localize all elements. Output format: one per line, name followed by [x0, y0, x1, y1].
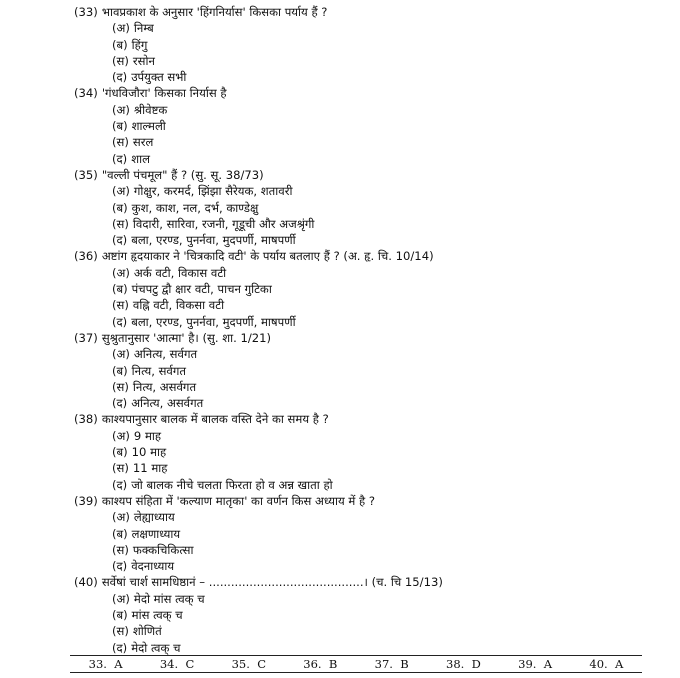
option-mark: (द) [112, 559, 128, 574]
option-mark: (अ) [112, 21, 130, 36]
option-b [0, 444, 680, 460]
option-c [0, 542, 680, 558]
answer-key-number: 38. [446, 657, 465, 671]
option-text: विदारी, सारिवा, रजनी, गूडूची और अजश्रृंगी [132, 216, 315, 231]
option-text: जो बालक नीचे चलता फिरता हो व अन्न खाता हो [131, 477, 333, 492]
answer-key-answer: D [471, 657, 481, 671]
option-text: वेदनाध्याय [131, 559, 175, 574]
option-mark: (द) [112, 70, 128, 85]
option-b [0, 281, 680, 297]
answer-key-number: 33. [88, 657, 107, 671]
answer-key-number: 40. [589, 657, 608, 671]
option-mark: (स) [112, 379, 129, 394]
option-a [0, 509, 680, 525]
option-text: गोक्षुर, करमर्द, झिंझा सैरेयक, शतावरी [133, 184, 293, 199]
question-38 [0, 411, 680, 492]
option-a [0, 265, 680, 281]
question-39 [0, 493, 680, 574]
option-c [0, 379, 680, 395]
option-d [0, 69, 680, 85]
answer-key-answer: C [257, 657, 266, 671]
option-mark: (स) [112, 53, 129, 68]
question-37 [0, 330, 680, 411]
option-text: अनित्य, असर्वगत [131, 396, 204, 411]
question-stem [0, 85, 680, 101]
question-number: (38) [74, 412, 98, 427]
option-mark: (द) [112, 151, 128, 166]
question-number: (39) [74, 493, 98, 508]
answer-key-number: 36. [303, 657, 322, 671]
option-mark: (ब) [112, 200, 128, 215]
question-text: सर्वेषां चार्श सामधिष्ठानं – ..........................................। (च. चि 15/13) [101, 575, 443, 590]
answer-key-item [303, 657, 337, 671]
answer-key-answer: A [543, 657, 553, 671]
answer-key-number: 35. [231, 657, 250, 671]
answer-key-item [589, 657, 623, 671]
option-a [0, 183, 680, 199]
question-text: "वल्ली पंचमूल" हैं ? (सु. सू. 38/73) [101, 167, 264, 182]
answer-key-number: 37. [374, 657, 393, 671]
option-text: शाल्मली [131, 119, 166, 134]
option-mark: (द) [112, 233, 128, 248]
option-mark: (द) [112, 314, 128, 329]
option-a [0, 591, 680, 607]
option-mark: (स) [112, 624, 129, 639]
answer-key-answer: A [614, 657, 624, 671]
question-number: (34) [74, 86, 98, 101]
option-text: 10 माह [131, 445, 167, 460]
option-d [0, 558, 680, 574]
option-mark: (ब) [112, 607, 128, 622]
option-text: सरल [132, 135, 154, 150]
question-number: (36) [74, 249, 98, 264]
question-text: 'गंधविजौरा' किसका निर्यास है [101, 86, 227, 101]
option-text: निम्ब [133, 21, 154, 36]
question-36 [0, 248, 680, 329]
option-mark: (द) [112, 477, 128, 492]
option-c [0, 297, 680, 313]
question-33 [0, 4, 680, 85]
option-c [0, 460, 680, 476]
option-b [0, 607, 680, 623]
question-34 [0, 85, 680, 166]
option-text: नित्य, सर्वगत [131, 363, 186, 378]
answer-key-item [518, 657, 552, 671]
option-mark: (ब) [112, 282, 128, 297]
option-text: वह्नि वटी, विकसा वटी [132, 298, 225, 313]
option-text: बला, एरण्ड, पुनर्नवा, मुदपर्णी, माषपर्णी [131, 233, 296, 248]
option-mark: (ब) [112, 119, 128, 134]
option-text: मेदो मांस त्वक् च [133, 591, 205, 606]
answer-key-item [232, 657, 266, 671]
option-d [0, 477, 680, 493]
answer-key-item [89, 657, 123, 671]
question-number: (40) [74, 575, 98, 590]
answer-key-number: 39. [518, 657, 537, 671]
question-35 [0, 167, 680, 248]
question-number: (33) [74, 5, 98, 19]
option-mark: (स) [112, 461, 129, 476]
answer-key-item [375, 657, 409, 671]
question-stem [0, 167, 680, 183]
question-text: काश्यप संहिता में 'कल्याण मातृका' का वर्णन किस अध्याय में है ? [101, 493, 375, 508]
option-text: बला, एरण्ड, पुनर्नवा, मुदपर्णी, माषपर्णी [131, 314, 296, 329]
option-text: लेह्याध्याय [133, 510, 175, 525]
option-d [0, 395, 680, 411]
question-number: (37) [74, 330, 98, 345]
option-b [0, 118, 680, 134]
option-c [0, 53, 680, 69]
option-mark: (अ) [112, 510, 130, 525]
option-text: 9 माह [133, 428, 162, 443]
question-text: अष्टांग हृदयाकार ने 'चित्रकादि वटी' के पर्याय बतलाए हैं ? (अ. हृ. चि. 10/14) [101, 249, 434, 264]
option-text: रसोन [132, 53, 155, 68]
option-text: कुश, काश, नल, दर्भ, काण्डेक्षु [131, 200, 259, 215]
option-b [0, 363, 680, 379]
option-c [0, 623, 680, 639]
option-text: नित्य, असर्वगत [132, 379, 197, 394]
option-mark: (द) [112, 640, 128, 655]
question-40 [0, 574, 680, 655]
question-text: सुश्रुतानुसार 'आत्मा' है। (सु. शा. 1/21) [101, 330, 272, 345]
option-text: अनित्य, सर्वगत [133, 347, 198, 362]
answer-key-item [446, 657, 481, 671]
answer-key-answer: C [185, 657, 195, 671]
option-text: लक्षणाध्याय [131, 526, 181, 541]
option-mark: (द) [112, 396, 128, 411]
option-d [0, 314, 680, 330]
option-mark: (ब) [112, 445, 128, 460]
option-mark: (अ) [112, 347, 130, 362]
question-stem [0, 4, 680, 20]
option-b [0, 37, 680, 53]
question-stem [0, 411, 680, 427]
option-b [0, 526, 680, 542]
answer-key-answer: B [400, 657, 409, 671]
question-text: भावप्रकाश के अनुसार 'हिंगनिर्यास' किसका पर्याय हैं ? [101, 5, 328, 19]
option-a [0, 346, 680, 362]
option-text: मांस त्वक् च [131, 607, 183, 622]
question-text: काश्यपानुसार बालक में बालक वस्ति देने का समय है ? [101, 412, 329, 427]
option-text: अर्क वटी, विकास वटी [133, 265, 227, 280]
option-mark: (अ) [112, 265, 130, 280]
option-text: 11 माह [132, 461, 168, 476]
option-mark: (ब) [112, 37, 128, 52]
option-mark: (अ) [112, 102, 130, 117]
option-c [0, 216, 680, 232]
option-mark: (अ) [112, 591, 130, 606]
option-c [0, 134, 680, 150]
option-d [0, 232, 680, 248]
option-d [0, 151, 680, 167]
option-a [0, 428, 680, 444]
option-b [0, 200, 680, 216]
question-number: (35) [74, 167, 98, 182]
question-stem [0, 493, 680, 509]
option-a [0, 20, 680, 36]
option-text: हिंगु [131, 37, 148, 52]
option-mark: (अ) [112, 184, 130, 199]
option-mark: (स) [112, 542, 129, 557]
option-mark: (स) [112, 298, 129, 313]
option-text: उर्पयुक्त सभी [131, 70, 187, 85]
option-text: शाल [131, 151, 150, 166]
question-stem [0, 330, 680, 346]
answer-key-answer: A [114, 657, 123, 671]
option-text: मेदो त्वक् च [131, 640, 181, 655]
option-mark: (स) [112, 216, 129, 231]
option-mark: (अ) [112, 428, 130, 443]
answer-key [70, 655, 642, 673]
option-mark: (स) [112, 135, 129, 150]
answer-key-item [160, 657, 194, 671]
option-a [0, 102, 680, 118]
option-text: फक्कचिकित्सा [132, 542, 194, 557]
option-d [0, 640, 680, 656]
option-mark: (ब) [112, 363, 128, 378]
answer-key-answer: B [328, 657, 338, 671]
option-mark: (ब) [112, 526, 128, 541]
question-stem [0, 574, 680, 590]
question-stem [0, 248, 680, 264]
option-text: शोणितं [132, 624, 162, 639]
option-text: पंचपटु द्वौ क्षार वटी, पाचन गुटिका [131, 282, 272, 297]
option-text: श्रीवेष्टक [133, 102, 168, 117]
answer-key-number: 34. [159, 657, 179, 671]
